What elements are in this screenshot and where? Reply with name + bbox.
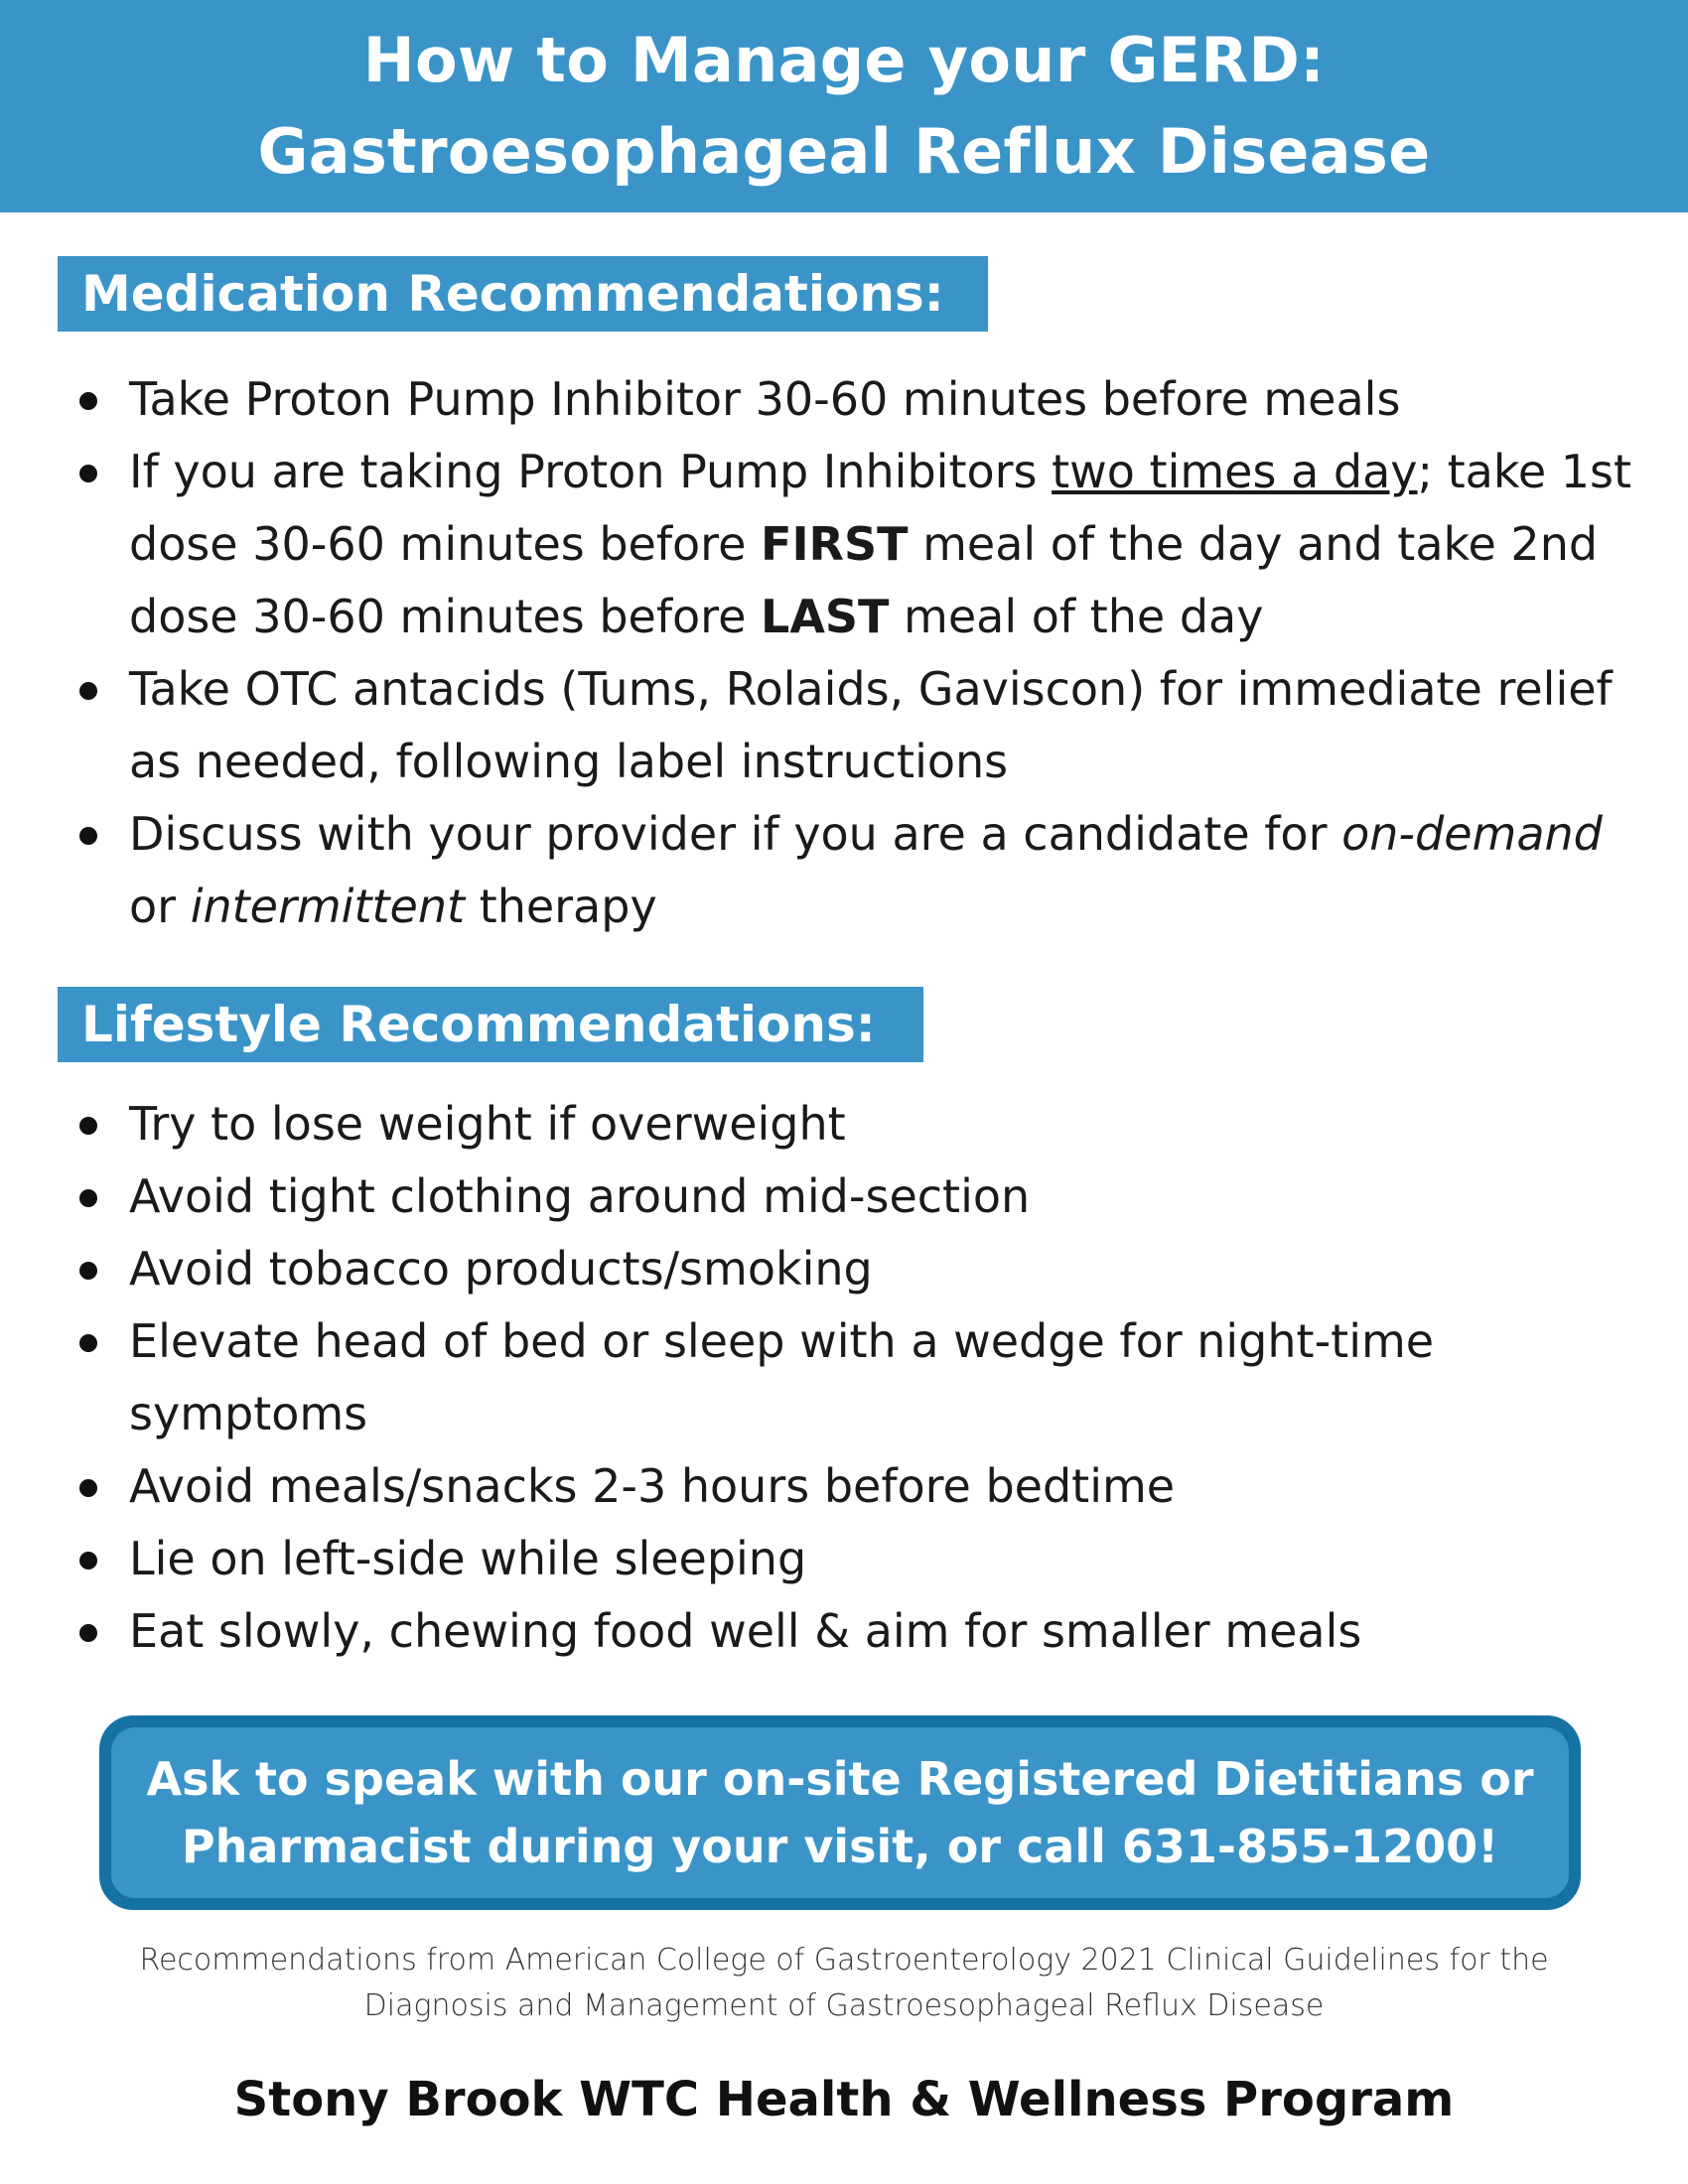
list-item-text: Elevate head of bed or sleep with a wedge for night-time symptoms: [129, 1314, 1435, 1440]
contact-callout-line-2: Pharmacist during your visit, or call 631-855-1200!: [181, 1820, 1499, 1873]
bold-emphasis: FIRST: [761, 517, 909, 571]
contact-callout-line-1: Ask to speak with our on-site Registered Dietitians or: [146, 1752, 1534, 1806]
contact-callout-inner: [111, 1727, 1569, 1898]
page-title-line-1: How to Manage your GERD:: [362, 24, 1326, 96]
bold-emphasis: LAST: [761, 590, 890, 643]
list-item: [70, 363, 1658, 436]
bullet-icon: [79, 1189, 97, 1207]
list-item-text: Take OTC antacids (Tums, Rolaids, Gaviscon) for immediate relief as needed, following label instructions: [129, 662, 1613, 788]
list-item-text-part: meal of the day: [889, 590, 1264, 643]
list-item-text-part: meal of the day and take 2nd dose 30-60 minutes before: [129, 517, 1599, 643]
list-item-text: Avoid meals/snacks 2-3 hours before bedtime: [129, 1459, 1176, 1513]
bullet-icon: [79, 827, 97, 845]
list-item-text: Avoid tight clothing around mid-section: [129, 1169, 1031, 1223]
source-citation-line-1: Recommendations from American College of Gastroenterology 2021 Clinical Guidelines for the: [139, 1943, 1549, 1978]
italic-emphasis: intermittent: [190, 880, 466, 933]
list-item-text-part: therapy: [465, 880, 657, 933]
bullet-icon: [79, 682, 97, 700]
bullet-icon: [79, 1334, 97, 1352]
title-banner: [0, 0, 1688, 212]
bullet-icon: [79, 465, 97, 482]
bullet-icon: [79, 392, 97, 410]
bullet-icon: [79, 1479, 97, 1497]
list-item: [70, 798, 1658, 943]
list-item-text: Take Proton Pump Inhibitor 30-60 minutes before meals: [129, 372, 1401, 426]
list-item-text-part: If you are taking Proton Pump Inhibitors: [129, 445, 1053, 498]
list-item: [70, 1233, 1658, 1305]
list-item: [70, 436, 1658, 653]
underlined-emphasis: two times a day: [1052, 445, 1418, 498]
list-item-text: Eat slowly, chewing food well & aim for smaller meals: [129, 1604, 1362, 1658]
list-item: [70, 1305, 1658, 1450]
list-item-text: Try to lose weight if overweight: [129, 1097, 846, 1151]
list-item-text: Lie on left-side while sleeping: [129, 1532, 807, 1585]
source-citation: [0, 1938, 1688, 2029]
bullet-icon: [79, 1262, 97, 1280]
lifestyle-list: [70, 1088, 1658, 1668]
list-item: [70, 1523, 1658, 1595]
list-item: [70, 1160, 1658, 1233]
italic-emphasis: on-demand: [1341, 807, 1603, 861]
source-citation-line-2: Diagnosis and Management of Gastroesophageal Reflux Disease: [363, 1988, 1325, 2023]
list-item: [70, 1595, 1658, 1668]
medication-section-header: Medication Recommendations:: [58, 256, 988, 332]
list-item-text-part: ; take 1st dose 30-60 minutes before: [129, 445, 1632, 571]
page-title-line-2: Gastroesophageal Reflux Disease: [257, 115, 1431, 188]
medication-list: [70, 363, 1658, 943]
list-item-text: Avoid tobacco products/smoking: [129, 1242, 873, 1296]
list-item-text-part: Discuss with your provider if you are a candidate for: [129, 807, 1342, 861]
list-item: [70, 1450, 1658, 1523]
program-name-footer: Stony Brook WTC Health & Wellness Program: [233, 2072, 1455, 2127]
contact-callout-box: [99, 1715, 1581, 1910]
list-item-text-part: or: [129, 880, 191, 933]
list-item: [70, 653, 1658, 798]
lifestyle-section-header: Lifestyle Recommendations:: [58, 987, 923, 1062]
bullet-icon: [79, 1552, 97, 1570]
bullet-icon: [79, 1624, 97, 1642]
bullet-icon: [79, 1117, 97, 1135]
list-item: [70, 1088, 1658, 1160]
